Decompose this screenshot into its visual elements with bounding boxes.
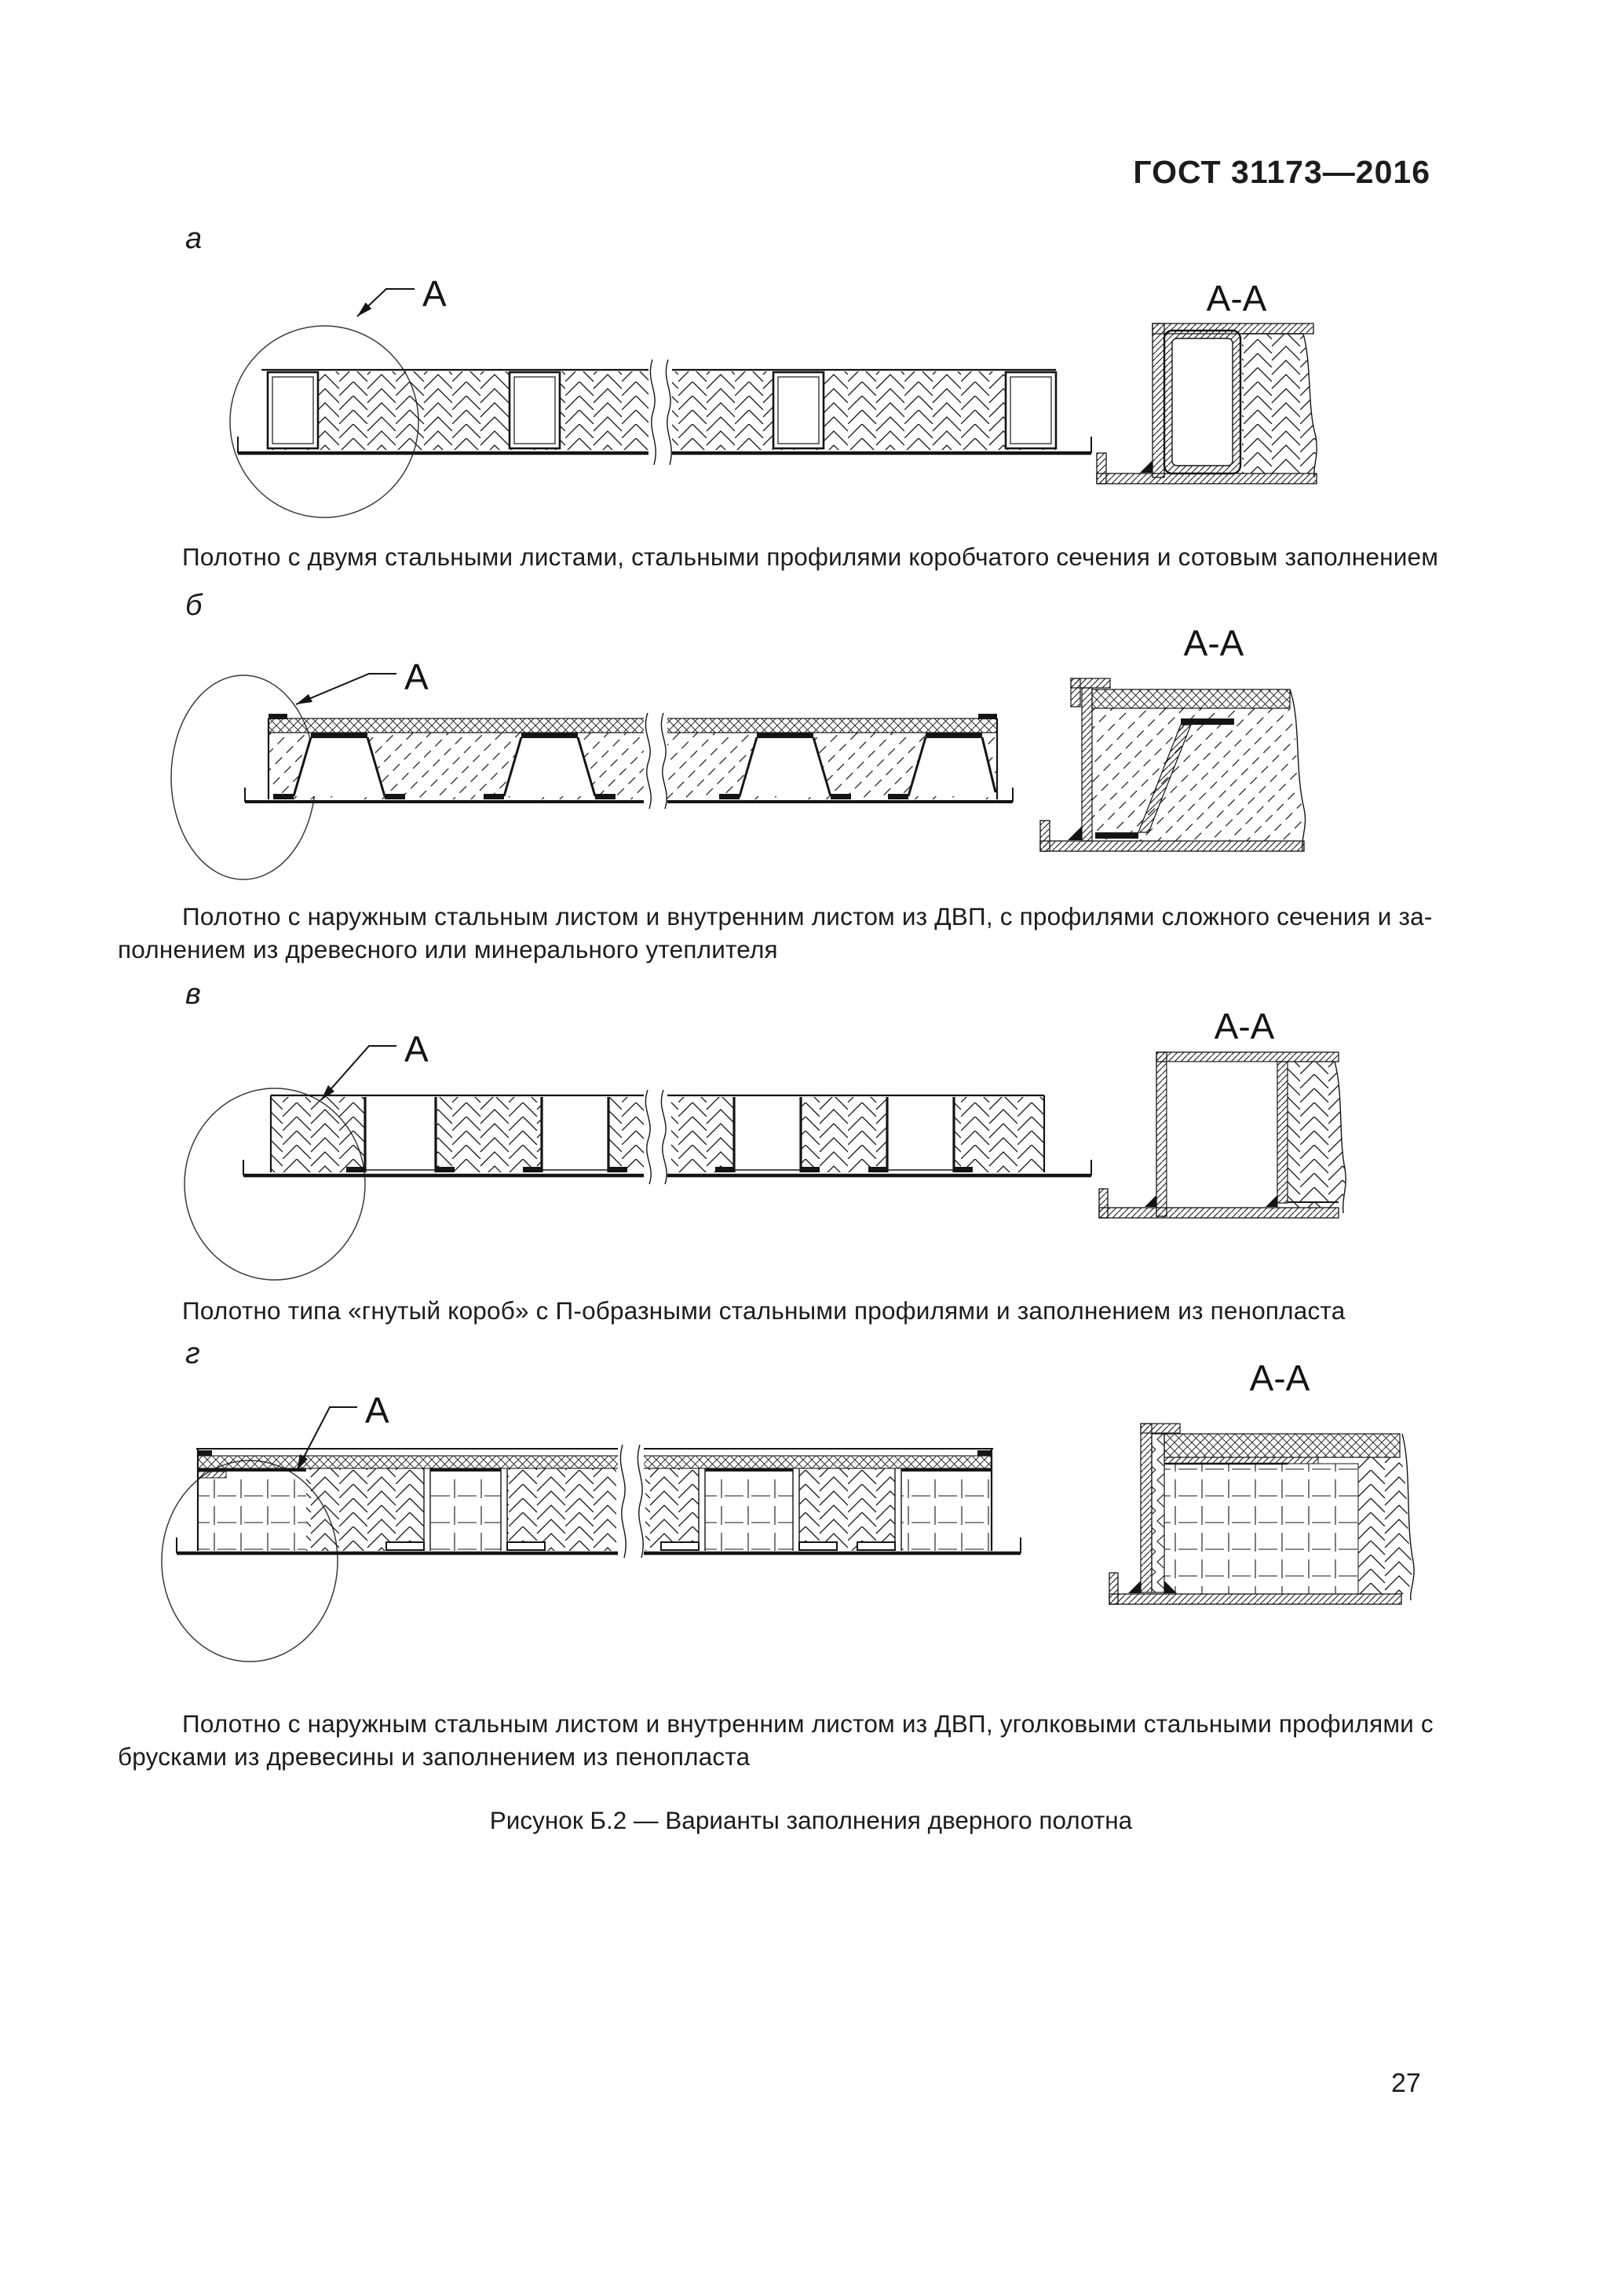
variant-a-label: а bbox=[185, 222, 203, 255]
variant-v-drawing bbox=[184, 1006, 1346, 1280]
variant-v-section-view bbox=[1099, 1006, 1346, 1218]
leader-arrow-icon bbox=[357, 289, 415, 316]
caption-line: Полотно с наружным стальным листом и внутренним листом из ДВП, уголковыми стальными профилями с bbox=[182, 1709, 1434, 1738]
variant-g-label: г bbox=[185, 1337, 200, 1370]
variant-v-label: в bbox=[185, 978, 201, 1011]
section-title: А-А bbox=[1214, 1006, 1275, 1047]
variant-a-section-view bbox=[1097, 278, 1317, 484]
doc-number: ГОСТ 31173—2016 bbox=[1133, 154, 1430, 190]
break-symbol bbox=[618, 1443, 644, 1559]
variant-v-plan-strip bbox=[243, 1088, 1091, 1184]
caption-line: полнением из древесного или минерального утеплителя bbox=[118, 935, 778, 963]
break-symbol bbox=[648, 358, 672, 465]
caption-line: Полотно с двумя стальными листами, стальными профилями коробчатого сечения и сотовым заполнением bbox=[182, 543, 1439, 571]
section-title: А-А bbox=[1206, 278, 1267, 319]
variant-b-plan-strip bbox=[245, 711, 1013, 809]
detail-a-label: A bbox=[365, 1390, 389, 1431]
variant-a-drawing bbox=[230, 273, 1317, 517]
break-symbol bbox=[644, 711, 667, 809]
leader-arrow-icon bbox=[321, 1046, 396, 1100]
section-title: А-А bbox=[1249, 1358, 1310, 1398]
detail-a-label: A bbox=[404, 656, 429, 697]
variant-b-label: б bbox=[185, 589, 203, 622]
detail-a-label: A bbox=[404, 1029, 429, 1069]
variant-g-plan-strip bbox=[177, 1443, 1021, 1559]
variant-g-section-view bbox=[1109, 1358, 1414, 1604]
page-number: 27 bbox=[1391, 2068, 1421, 2098]
caption-line: Полотно с наружным стальным листом и внутренним листом из ДВП, с профилями сложного сечения и за- bbox=[182, 902, 1433, 930]
variant-b-drawing bbox=[171, 623, 1306, 879]
variant-g-drawing bbox=[162, 1358, 1414, 1662]
weld-mark bbox=[1128, 1581, 1141, 1593]
detail-a-label: A bbox=[422, 273, 447, 314]
weld-mark bbox=[1068, 826, 1082, 840]
figure-caption: Рисунок Б.2 — Варианты заполнения дверного полотна bbox=[489, 1806, 1133, 1834]
weld-mark bbox=[1140, 460, 1153, 473]
section-title: А-А bbox=[1183, 623, 1244, 664]
break-symbol bbox=[644, 1088, 667, 1184]
weld-mark bbox=[1145, 1195, 1156, 1207]
variant-b-section-view bbox=[1040, 623, 1306, 851]
variant-a-plan-strip bbox=[238, 358, 1091, 465]
caption-line: брусками из древесины и заполнением из пенопласта bbox=[118, 1742, 751, 1771]
leader-arrow-icon bbox=[296, 674, 396, 704]
caption-line: Полотно типа «гнутый короб» с П-образными стальными профилями и заполнением из пенопласта bbox=[182, 1296, 1346, 1325]
